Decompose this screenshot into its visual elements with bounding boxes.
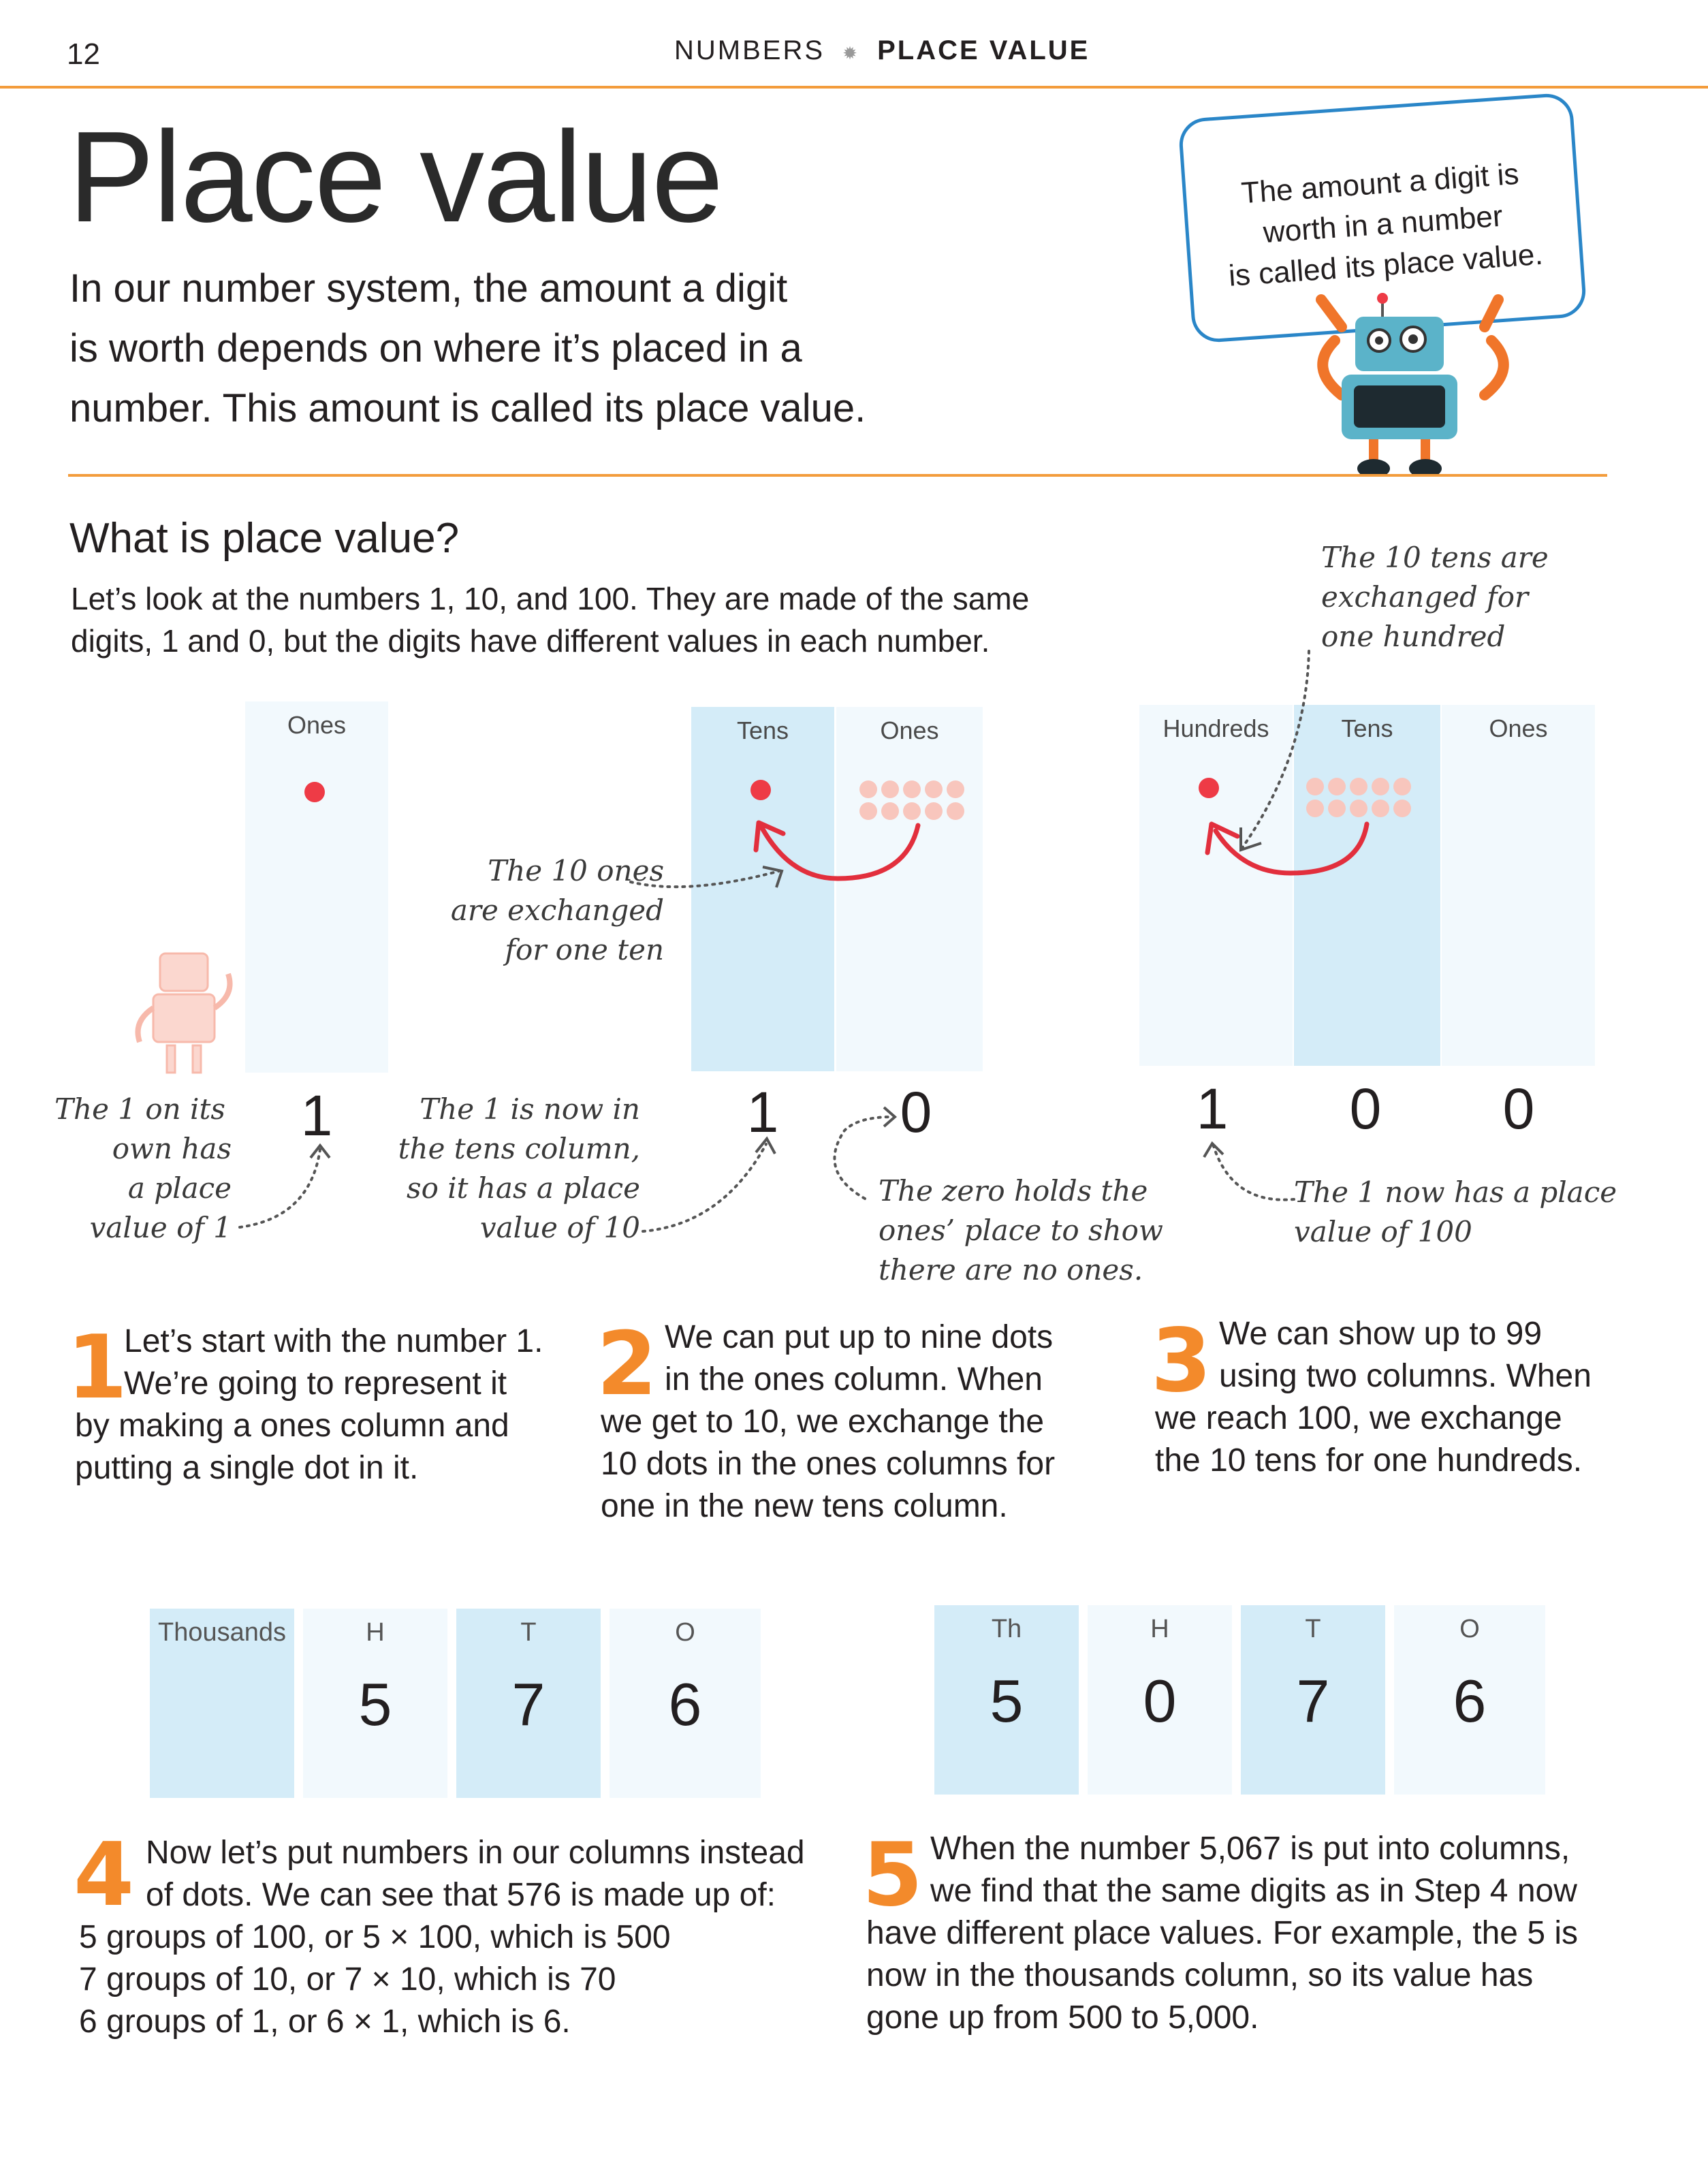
note-line: own has xyxy=(112,1132,232,1165)
step-line: using two columns. When xyxy=(1219,1358,1592,1394)
sign-line: The amount a digit is xyxy=(1240,157,1520,210)
robot-icon xyxy=(1294,286,1539,477)
step-3-text xyxy=(1155,1313,1645,1482)
column-header: Thousands xyxy=(157,1618,286,1647)
step-line: in the ones column. When xyxy=(665,1361,1043,1397)
step-2-text xyxy=(601,1316,1091,1528)
column-header: Tens xyxy=(736,716,789,744)
digit-cell: 6 xyxy=(668,1671,702,1738)
ones-dot xyxy=(304,782,325,802)
tens-column-t5 xyxy=(1241,1605,1385,1795)
intro-paragraph xyxy=(69,259,866,439)
column-header: Ones xyxy=(287,711,347,739)
header-separator-icon: ✹ xyxy=(842,43,859,63)
step-line: the 10 tens for one hundreds. xyxy=(1155,1442,1583,1479)
section-heading: What is place value? xyxy=(69,515,460,562)
tens-dot-faded xyxy=(1328,800,1346,817)
tens-column-t4 xyxy=(456,1609,601,1798)
ones-dot-faded xyxy=(947,780,964,798)
note-line: are exchanged xyxy=(450,894,664,927)
digit-1-d2: 1 xyxy=(746,1080,779,1144)
digit-cell: 6 xyxy=(1453,1667,1487,1735)
step-number: 2 xyxy=(597,1314,658,1415)
tens-dot xyxy=(750,780,771,800)
digit-cell: 0 xyxy=(1143,1667,1177,1735)
digit-1-d3: 1 xyxy=(1196,1077,1229,1141)
step-line: by making a ones column and xyxy=(75,1408,509,1444)
ones-column-d3 xyxy=(1442,705,1595,1066)
ones-dot-faded xyxy=(881,780,899,798)
step-line: 10 dots in the ones columns for xyxy=(601,1446,1056,1482)
step-line: 5 groups of 100, or 5 × 100, which is 500 xyxy=(79,1919,671,1955)
note-line: the tens column, xyxy=(398,1132,640,1165)
step-line: have different place values. For example, the 5 is xyxy=(866,1915,1579,1951)
faded-robot-icon xyxy=(126,947,249,1083)
ones-column-t4 xyxy=(610,1609,761,1798)
ones-column-d1 xyxy=(245,701,388,1073)
section-intro-line: digits, 1 and 0, but the digits have different values in each number. xyxy=(71,623,990,659)
intro-line: number. This amount is called its place value. xyxy=(69,386,866,430)
header-rule xyxy=(0,86,1708,89)
note-line: a place xyxy=(127,1171,232,1205)
step-4-text xyxy=(79,1832,862,2043)
note-line: The 1 on its xyxy=(54,1092,225,1126)
note-line: one hundred xyxy=(1321,620,1506,653)
ones-dot-faded xyxy=(925,780,943,798)
digit-0-d2: 0 xyxy=(900,1080,932,1144)
running-header xyxy=(674,35,1090,66)
header-topic: PLACE VALUE xyxy=(877,35,1090,65)
step-line: We can show up to 99 xyxy=(1219,1316,1543,1352)
digit-0-d3: 0 xyxy=(1349,1077,1382,1141)
tens-dot-faded xyxy=(1372,800,1389,817)
intro-line: In our number system, the amount a digit xyxy=(69,266,788,311)
step-number: 3 xyxy=(1151,1310,1212,1412)
step-line: We can put up to nine dots xyxy=(665,1319,1054,1355)
column-header: Th xyxy=(991,1615,1022,1643)
column-header: O xyxy=(1459,1615,1480,1643)
note-zero-holder xyxy=(879,1171,1165,1290)
header-section: NUMBERS xyxy=(674,35,825,65)
step-line: When the number 5,067 is put into columns, xyxy=(930,1831,1570,1867)
note-line: value of 10 xyxy=(479,1211,640,1244)
page-number: 12 xyxy=(67,37,100,71)
note-line: The zero holds the xyxy=(879,1174,1148,1207)
title-rule xyxy=(68,474,1607,477)
step-line: 7 groups of 10, or 7 × 10, which is 70 xyxy=(79,1961,616,1997)
hundreds-column-t5 xyxy=(1088,1605,1232,1795)
intro-line: is worth depends on where it’s placed in a xyxy=(69,326,802,370)
step-5-text xyxy=(866,1828,1656,2039)
note-exchange-tens xyxy=(1321,538,1580,657)
tens-dot-faded xyxy=(1393,800,1411,817)
page-title: Place value xyxy=(68,105,723,249)
digit-cell: 5 xyxy=(990,1667,1024,1735)
ones-dot-faded xyxy=(903,780,921,798)
note-line: value of 1 xyxy=(89,1211,232,1244)
tens-dot-faded xyxy=(1328,778,1346,795)
step-line: gone up from 500 to 5,000. xyxy=(866,2000,1259,2036)
step-number: 1 xyxy=(67,1317,128,1419)
column-header: Ones xyxy=(1489,714,1548,742)
step-line: Let’s start with the number 1. xyxy=(124,1323,543,1359)
note-line: there are no ones. xyxy=(879,1253,1143,1286)
step-line: putting a single dot in it. xyxy=(75,1450,419,1486)
note-ones-place xyxy=(54,1090,232,1248)
hundreds-column-t4 xyxy=(303,1609,447,1798)
sign-line: worth in a number xyxy=(1262,199,1504,250)
column-header: Ones xyxy=(880,716,939,744)
dotted-arrow xyxy=(1199,1134,1301,1209)
note-line: ones’ place to show xyxy=(879,1214,1163,1247)
column-header: Tens xyxy=(1341,714,1393,742)
dotted-arrow xyxy=(232,1137,341,1239)
digit-cell: 7 xyxy=(1296,1667,1330,1735)
thousands-column-t4 xyxy=(150,1609,294,1798)
step-number: 5 xyxy=(862,1824,923,1926)
ones-dot-faded xyxy=(859,780,877,798)
digit-cell: 7 xyxy=(511,1671,545,1738)
tens-dot-faded xyxy=(1350,800,1367,817)
note-line: so it has a place xyxy=(407,1171,640,1205)
column-header: Hundreds xyxy=(1163,714,1269,742)
tens-dot-faded xyxy=(1393,778,1411,795)
sign-line: is called its place value. xyxy=(1227,237,1545,293)
digit-1-d1: 1 xyxy=(300,1084,333,1148)
step-line: we get to 10, we exchange the xyxy=(601,1404,1045,1440)
note-line: The 10 ones xyxy=(488,854,664,887)
column-header: T xyxy=(520,1618,537,1647)
section-intro xyxy=(71,578,1029,662)
note-line: exchanged for xyxy=(1321,580,1529,614)
digit-cell: 5 xyxy=(358,1671,392,1738)
note-line: for one ten xyxy=(505,933,664,966)
note-hundreds-place xyxy=(1294,1173,1621,1252)
note-line: The 10 tens are xyxy=(1321,541,1549,574)
step-line: We’re going to represent it xyxy=(124,1365,507,1402)
column-header: H xyxy=(366,1618,385,1647)
hundreds-dot xyxy=(1199,778,1219,798)
dotted-arrow xyxy=(627,855,790,896)
step-1-text xyxy=(75,1321,552,1489)
tens-dot-faded xyxy=(1350,778,1367,795)
ones-column-t5 xyxy=(1394,1605,1545,1795)
ones-dot-faded xyxy=(947,802,964,820)
column-header: H xyxy=(1150,1615,1169,1643)
step-line: Now let’s put numbers in our columns instead xyxy=(146,1835,805,1871)
note-line: value of 100 xyxy=(1294,1215,1472,1248)
tens-dot-faded xyxy=(1372,778,1389,795)
thousands-column-t5 xyxy=(934,1605,1079,1795)
column-header: T xyxy=(1305,1615,1321,1643)
step-line: 6 groups of 1, or 6 × 1, which is 6. xyxy=(79,2004,571,2040)
step-line: now in the thousands column, so its value has xyxy=(866,1957,1534,1993)
step-number: 4 xyxy=(74,1824,135,1926)
note-line: The 1 now has a place xyxy=(1294,1175,1617,1209)
step-line: we reach 100, we exchange xyxy=(1155,1400,1562,1436)
dotted-arrow xyxy=(1226,647,1321,858)
note-tens-place xyxy=(381,1090,640,1248)
step-line: one in the new tens column. xyxy=(601,1488,1008,1524)
digit-0-d3: 0 xyxy=(1502,1077,1535,1141)
step-line: of dots. We can see that 576 is made up of: xyxy=(146,1877,776,1913)
step-line: we find that the same digits as in Step 4 now xyxy=(930,1873,1577,1909)
note-line: The 1 is now in xyxy=(420,1092,640,1126)
column-header: O xyxy=(675,1618,695,1647)
dotted-arrow xyxy=(640,1131,776,1239)
section-intro-line: Let’s look at the numbers 1, 10, and 100. They are made of the same xyxy=(71,581,1030,616)
